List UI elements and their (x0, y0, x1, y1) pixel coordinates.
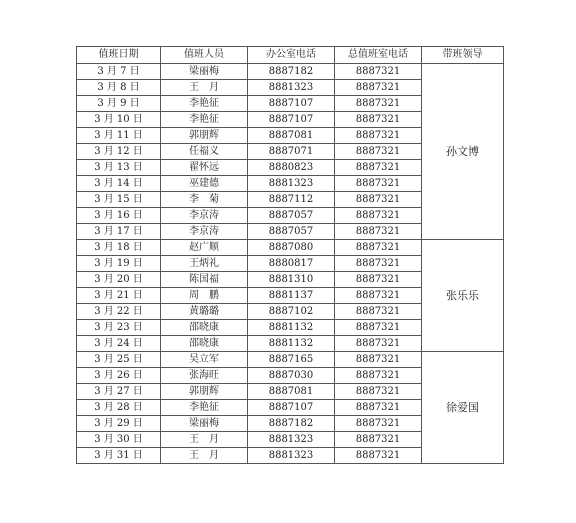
date-cell: 3 月 25 日 (77, 352, 161, 368)
office-phone-cell: 8887030 (248, 368, 335, 384)
table-header-row (77, 47, 504, 64)
central-phone-cell: 8887321 (335, 112, 422, 128)
office-phone-cell: 8880817 (248, 256, 335, 272)
date-cell: 3 月 16 日 (77, 208, 161, 224)
date-cell: 3 月 13 日 (77, 160, 161, 176)
central-phone-cell: 8887321 (335, 448, 422, 464)
central-phone-cell: 8887321 (335, 192, 422, 208)
date-cell: 3 月 20 日 (77, 272, 161, 288)
header-office-phone: 办公室电话 (248, 47, 335, 64)
leader-cell: 徐爱国 (422, 352, 504, 464)
header-leader: 带班领导 (422, 47, 504, 64)
person-cell: 王炳礼 (161, 256, 248, 272)
office-phone-cell: 8887057 (248, 208, 335, 224)
central-phone-cell: 8887321 (335, 352, 422, 368)
person-cell: 郭朋辉 (161, 384, 248, 400)
central-phone-cell: 8887321 (335, 128, 422, 144)
office-phone-cell: 8887057 (248, 224, 335, 240)
person-cell: 邵晓康 (161, 336, 248, 352)
office-phone-cell: 8887102 (248, 304, 335, 320)
date-cell: 3 月 14 日 (77, 176, 161, 192)
person-cell: 张海旺 (161, 368, 248, 384)
date-cell: 3 月 21 日 (77, 288, 161, 304)
person-cell: 赵广顺 (161, 240, 248, 256)
date-cell: 3 月 15 日 (77, 192, 161, 208)
date-cell: 3 月 18 日 (77, 240, 161, 256)
central-phone-cell: 8887321 (335, 208, 422, 224)
person-cell: 任福义 (161, 144, 248, 160)
central-phone-cell: 8887321 (335, 176, 422, 192)
office-phone-cell: 8887182 (248, 64, 335, 80)
person-cell: 邵晓康 (161, 320, 248, 336)
table-row (77, 240, 504, 256)
central-phone-cell: 8887321 (335, 304, 422, 320)
office-phone-cell: 8881323 (248, 80, 335, 96)
office-phone-cell: 8887107 (248, 112, 335, 128)
person-cell: 翟怀远 (161, 160, 248, 176)
table-row (77, 352, 504, 368)
date-cell: 3 月 12 日 (77, 144, 161, 160)
date-cell: 3 月 7 日 (77, 64, 161, 80)
office-phone-cell: 8887107 (248, 400, 335, 416)
table-body (77, 64, 504, 464)
office-phone-cell: 8887080 (248, 240, 335, 256)
person-cell: 李京涛 (161, 208, 248, 224)
person-cell: 李艳征 (161, 112, 248, 128)
central-phone-cell: 8887321 (335, 432, 422, 448)
central-phone-cell: 8887321 (335, 224, 422, 240)
date-cell: 3 月 9 日 (77, 96, 161, 112)
leader-cell: 张乐乐 (422, 240, 504, 352)
person-cell: 李艳征 (161, 96, 248, 112)
date-cell: 3 月 26 日 (77, 368, 161, 384)
date-cell: 3 月 27 日 (77, 384, 161, 400)
central-phone-cell: 8887321 (335, 96, 422, 112)
date-cell: 3 月 28 日 (77, 400, 161, 416)
central-phone-cell: 8887321 (335, 384, 422, 400)
date-cell: 3 月 11 日 (77, 128, 161, 144)
header-duty-date: 值班日期 (77, 47, 161, 64)
person-cell: 李京涛 (161, 224, 248, 240)
office-phone-cell: 8880823 (248, 160, 335, 176)
person-cell: 周 鹏 (161, 288, 248, 304)
date-cell: 3 月 31 日 (77, 448, 161, 464)
central-phone-cell: 8887321 (335, 64, 422, 80)
person-cell: 吴立军 (161, 352, 248, 368)
person-cell: 巫建德 (161, 176, 248, 192)
office-phone-cell: 8887112 (248, 192, 335, 208)
duty-schedule-table (76, 46, 504, 464)
date-cell: 3 月 17 日 (77, 224, 161, 240)
date-cell: 3 月 30 日 (77, 432, 161, 448)
table-row (77, 64, 504, 80)
office-phone-cell: 8881323 (248, 432, 335, 448)
central-phone-cell: 8887321 (335, 368, 422, 384)
office-phone-cell: 8887081 (248, 384, 335, 400)
central-phone-cell: 8887321 (335, 160, 422, 176)
person-cell: 王 月 (161, 432, 248, 448)
person-cell: 王 月 (161, 80, 248, 96)
date-cell: 3 月 10 日 (77, 112, 161, 128)
office-phone-cell: 8881132 (248, 336, 335, 352)
person-cell: 陈国福 (161, 272, 248, 288)
office-phone-cell: 8881132 (248, 320, 335, 336)
central-phone-cell: 8887321 (335, 240, 422, 256)
office-phone-cell: 8881310 (248, 272, 335, 288)
date-cell: 3 月 19 日 (77, 256, 161, 272)
date-cell: 3 月 8 日 (77, 80, 161, 96)
central-phone-cell: 8887321 (335, 400, 422, 416)
date-cell: 3 月 24 日 (77, 336, 161, 352)
person-cell: 王 月 (161, 448, 248, 464)
date-cell: 3 月 29 日 (77, 416, 161, 432)
central-phone-cell: 8887321 (335, 256, 422, 272)
leader-cell: 孙文博 (422, 64, 504, 240)
date-cell: 3 月 23 日 (77, 320, 161, 336)
central-phone-cell: 8887321 (335, 416, 422, 432)
person-cell: 李艳征 (161, 400, 248, 416)
person-cell: 郭朋辉 (161, 128, 248, 144)
office-phone-cell: 8881323 (248, 176, 335, 192)
central-phone-cell: 8887321 (335, 80, 422, 96)
date-cell: 3 月 22 日 (77, 304, 161, 320)
header-central-duty-phone: 总值班室电话 (335, 47, 422, 64)
header-duty-person: 值班人员 (161, 47, 248, 64)
central-phone-cell: 8887321 (335, 320, 422, 336)
office-phone-cell: 8881323 (248, 448, 335, 464)
office-phone-cell: 8887165 (248, 352, 335, 368)
person-cell: 梁丽梅 (161, 416, 248, 432)
person-cell: 李 菊 (161, 192, 248, 208)
office-phone-cell: 8887081 (248, 128, 335, 144)
office-phone-cell: 8881137 (248, 288, 335, 304)
office-phone-cell: 8887182 (248, 416, 335, 432)
central-phone-cell: 8887321 (335, 288, 422, 304)
central-phone-cell: 8887321 (335, 144, 422, 160)
central-phone-cell: 8887321 (335, 272, 422, 288)
person-cell: 梁丽梅 (161, 64, 248, 80)
office-phone-cell: 8887107 (248, 96, 335, 112)
central-phone-cell: 8887321 (335, 336, 422, 352)
office-phone-cell: 8887071 (248, 144, 335, 160)
person-cell: 黄璐璐 (161, 304, 248, 320)
